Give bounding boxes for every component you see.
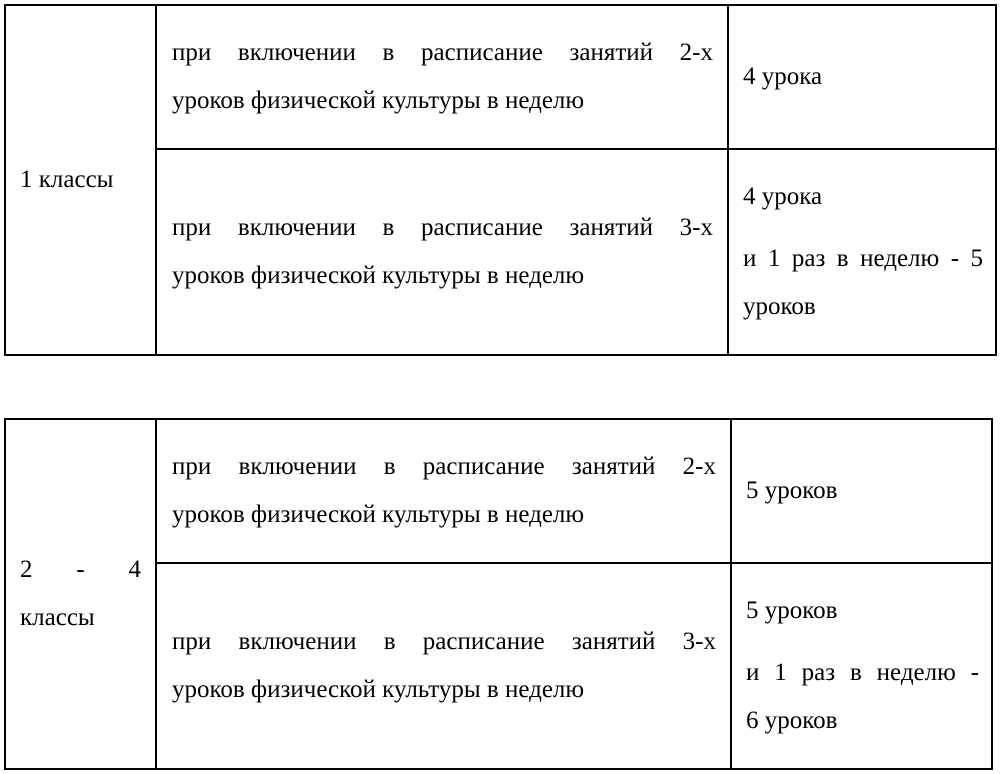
condition-cell: [156, 149, 728, 355]
grade-label: 1 классы: [20, 166, 114, 193]
condition-line: уроков физической культуры в неделю: [172, 262, 585, 289]
result-line: 5 уроков: [746, 477, 838, 504]
result-cell: [731, 419, 992, 563]
condition-line: при включении в расписание занятий 3-х: [172, 214, 713, 241]
condition-line: уроков физической культуры в неделю: [172, 501, 585, 528]
result-cell: [731, 563, 992, 769]
schedule-table-grade-2-4: [4, 418, 993, 770]
result-line: и 1 раз в неделю - 5: [743, 245, 983, 272]
result-line: 4 урока: [743, 183, 823, 210]
result-line: 5 уроков: [746, 597, 838, 624]
condition-line: уроков физической культуры в неделю: [172, 676, 585, 703]
condition-line: уроков физической культуры в неделю: [172, 87, 585, 114]
schedule-table-grade-1: [4, 4, 997, 356]
table-row: [5, 5, 996, 149]
condition-line: при включении в расписание занятий 3-х: [172, 628, 716, 655]
table-row: [5, 419, 992, 563]
condition-cell: [156, 5, 728, 149]
grade-cell: [5, 5, 156, 355]
result-line: и 1 раз в неделю -: [746, 659, 979, 686]
result-line: 4 урока: [743, 63, 823, 90]
result-cell: [728, 149, 996, 355]
condition-line: при включении в расписание занятий 2-х: [172, 39, 713, 66]
grade-label: 2 - 4: [20, 556, 141, 583]
grade-cell: [5, 419, 156, 769]
result-cell: [728, 5, 996, 149]
condition-cell: [156, 563, 731, 769]
condition-cell: [156, 419, 731, 563]
grade-label: классы: [20, 604, 95, 631]
result-line: уроков: [743, 293, 816, 320]
condition-line: при включении в расписание занятий 2-х: [172, 453, 716, 480]
result-line: 6 уроков: [746, 707, 838, 734]
